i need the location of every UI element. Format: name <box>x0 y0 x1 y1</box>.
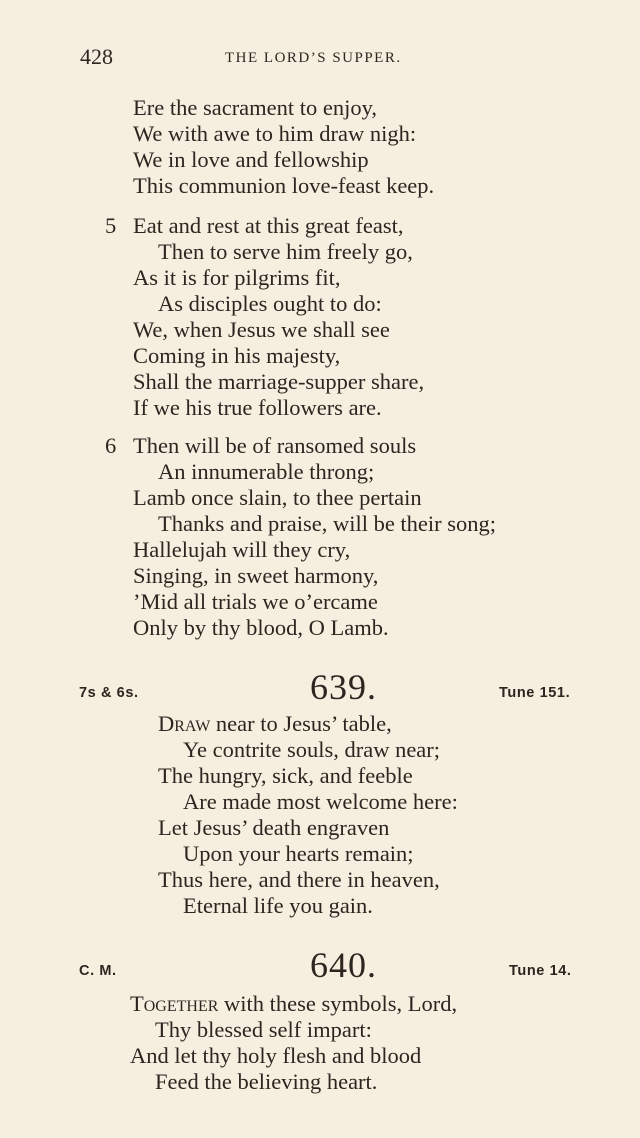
verse-line: Ere the sacrament to enjoy, <box>133 95 378 120</box>
verse-line: Lamb once slain, to thee pertain <box>133 485 422 510</box>
verse-line: We with awe to him draw nigh: <box>133 121 417 146</box>
verse-line: If we his true followers are. <box>133 395 382 420</box>
verse-line: Hallelujah will they cry, <box>133 537 351 562</box>
first-word: Draw <box>158 711 211 736</box>
verse-line: Thus here, and there in heaven, <box>158 867 440 892</box>
verse-line: Only by thy blood, O Lamb. <box>133 615 389 640</box>
verse-line: Singing, in sweet harmony, <box>133 563 379 588</box>
hymn-number: 640. <box>310 945 377 985</box>
verse-line: Upon your hearts remain; <box>183 841 414 866</box>
verse-line: We in love and fellowship <box>133 147 369 172</box>
verse-line: Thanks and praise, will be their song; <box>158 511 497 536</box>
verse-line: Shall the marriage-supper share, <box>133 369 425 394</box>
verse-line: Then to serve him freely go, <box>158 239 413 264</box>
verse-line: Ye contrite souls, draw near; <box>183 737 441 762</box>
verse-line: Coming in his majesty, <box>133 343 341 368</box>
page-number: 428 <box>80 44 113 69</box>
verse-line: Eat and rest at this great feast, <box>133 213 404 238</box>
stanza-number: 5 <box>105 213 117 238</box>
verse-line: As it is for pilgrims fit, <box>133 265 341 290</box>
verse-line: Then will be of ransomed souls <box>133 433 417 458</box>
hymn-meter: 7s & 6s. <box>79 685 139 701</box>
verse-line: We, when Jesus we shall see <box>133 317 390 342</box>
hymn-tune: Tune 151. <box>499 685 571 701</box>
verse-line: Thy blessed self impart: <box>155 1017 372 1042</box>
running-title: THE LORD’S SUPPER. <box>225 50 402 66</box>
verse-line: An innumerable throng; <box>158 459 375 484</box>
verse-line: As disciples ought to do: <box>158 291 382 316</box>
verse-line: This communion love-feast keep. <box>133 173 435 198</box>
verse-line: And let thy holy flesh and blood <box>130 1043 422 1068</box>
first-line-rest: with these symbols, Lord, <box>218 991 458 1016</box>
verse-line: Let Jesus’ death engraven <box>158 815 390 840</box>
hymn-tune: Tune 14. <box>509 963 572 979</box>
first-line-rest: near to Jesus’ table, <box>210 711 392 736</box>
verse-line: The hungry, sick, and feeble <box>158 763 413 788</box>
verse-line: Eternal life you gain. <box>183 893 373 918</box>
hymn-number: 639. <box>310 667 377 707</box>
verse-line: Feed the believing heart. <box>155 1069 378 1094</box>
stanza-number: 6 <box>105 433 117 458</box>
hymn-meter: C. M. <box>79 963 117 979</box>
verse-line: Are made most welcome here: <box>183 789 458 814</box>
first-word: Together <box>130 991 219 1016</box>
verse-line-first <box>158 711 392 737</box>
verse-line: ’Mid all trials we o’ercame <box>133 589 378 614</box>
verse-line-first <box>130 991 457 1017</box>
page-header <box>80 44 600 74</box>
